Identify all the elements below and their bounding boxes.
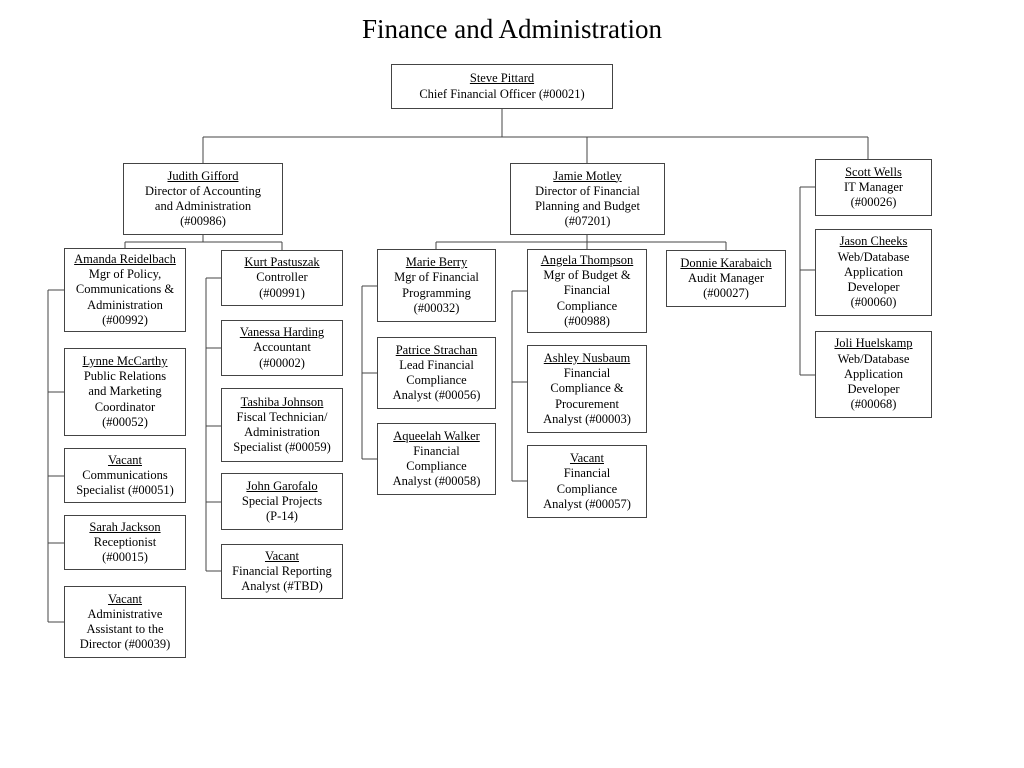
org-box-policy-manager [64,248,186,332]
person-name: Jamie Motley [553,168,622,183]
org-box-director-accounting [123,163,283,235]
person-role: Web/Database Application Developer (#00068) [837,351,910,412]
person-name: Angela Thompson [540,252,634,267]
org-box-staff [64,586,186,658]
person-name: Lynne McCarthy [82,353,168,368]
person-role: Special Projects (P-14) [241,493,323,524]
org-box-staff [64,448,186,503]
org-box-staff [815,331,932,418]
person-role: Financial Compliance Analyst (#00057) [543,466,631,511]
person-role: Financial Compliance Analyst (#00058) [392,443,481,489]
org-box-budget-manager [527,249,647,333]
person-role: Administrative Assistant to the Director (#00039) [79,606,171,652]
person-role: Public Relations and Marketing Coordinator (#00052) [83,369,167,429]
org-box-cfo [391,64,613,109]
person-role: IT Manager (#00026) [843,179,904,210]
person-role: Lead Financial Compliance Analyst (#00056) [392,357,481,403]
person-name: Amanda Reidelbach [74,251,176,266]
person-role: Accountant (#00002) [253,340,311,370]
org-box-staff [221,544,343,599]
person-role: Mgr of Policy, Communications & Administration (#00992) [75,267,175,327]
person-role: Director of Accounting and Administration (#00986) [145,183,261,229]
person-role: Mgr of Financial Programming (#00032) [394,270,479,315]
person-name: Vacant [107,452,142,467]
org-box-staff [527,345,647,433]
org-box-staff [221,473,343,530]
org-box-programming-manager [377,249,496,322]
person-name: Vacant [569,451,604,466]
person-name: Vacant [107,591,142,606]
person-name: Steve Pittard [469,71,535,86]
person-name: Sarah Jackson [89,519,161,534]
person-name: Vanessa Harding [239,325,325,340]
person-role: Director of Financial Planning and Budget (#07201) [535,183,640,229]
org-box-staff [527,445,647,518]
person-role: Web/Database Application Developer (#00060) [837,249,910,310]
person-name: Judith Gifford [167,168,239,183]
org-box-staff [815,229,932,316]
org-box-controller [221,250,343,306]
person-name: John Garofalo [246,478,318,493]
person-role: Financial Reporting Analyst (#TBD) [232,563,332,594]
person-role: Fiscal Technician/ Administration Specialist (#00059) [233,409,331,455]
person-role: Financial Compliance & Procurement Analyst (#00003) [543,366,631,426]
person-role: Mgr of Budget & Financial Compliance (#00988) [543,268,631,328]
person-role: Receptionist (#00015) [93,534,157,565]
org-box-staff [221,320,343,376]
chart-title: Finance and Administration [362,14,662,44]
person-role: Audit Manager (#00027) [687,270,765,301]
person-name: Vacant [264,548,299,563]
org-box-staff [64,515,186,570]
person-role: Chief Financial Officer (#00021) [419,86,585,101]
person-name: Donnie Karabaich [680,255,772,270]
person-role: Controller (#00991) [256,270,308,300]
person-name: Ashley Nusbaum [543,350,631,365]
org-box-staff [377,423,496,495]
org-box-director-planning [510,163,665,235]
org-box-staff [221,388,343,462]
person-name: Tashiba Johnson [240,394,324,409]
org-box-staff [64,348,186,436]
person-name: Aqueelah Walker [393,428,480,443]
org-box-staff [377,337,496,409]
person-name: Joli Huelskamp [834,336,913,351]
person-name: Marie Berry [405,255,468,270]
person-name: Patrice Strachan [395,342,478,357]
person-name: Jason Cheeks [839,234,908,249]
person-name: Scott Wells [845,164,902,179]
org-box-it-manager [815,159,932,216]
person-role: Communications Specialist (#00051) [76,467,174,498]
org-box-audit-manager [666,250,786,307]
person-name: Kurt Pastuszak [244,255,320,270]
